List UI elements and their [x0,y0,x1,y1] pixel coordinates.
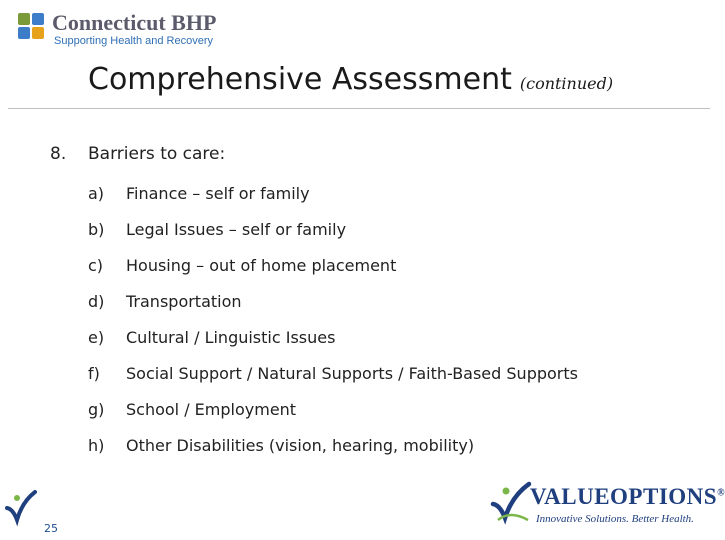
logo-tagline: Supporting Health and Recovery [54,35,213,47]
page-number: 25 [44,522,58,535]
list-item [88,398,578,434]
logo-name: Connecticut BHP [52,10,217,35]
list-item [88,326,578,362]
list-item-letter: e) [88,328,105,347]
list-item-text: Social Support / Natural Supports / Faith-Based Supports [126,364,578,383]
brand-name [530,484,725,510]
valueoptions-logo-icon [490,480,532,524]
list-item-letter: b) [88,220,105,239]
item-number: 8. [50,144,67,164]
valueoptions-logo [486,480,725,530]
list-item-text: Housing – out of home placement [126,256,397,275]
list-item-letter: a) [88,184,105,203]
list-item-text: Transportation [126,292,242,311]
list-item-text: Other Disabilities (vision, hearing, mobility) [126,436,475,455]
list-item [88,182,578,218]
title-divider [8,108,710,109]
list-item [88,254,578,290]
list-item-letter: c) [88,256,104,275]
slide-title [88,62,613,97]
valueoptions-checkmark-icon [4,488,38,528]
list-item-text: Cultural / Linguistic Issues [126,328,336,347]
list-item-letter: g) [88,400,105,419]
list-item [88,218,578,254]
list-item-text: Legal Issues – self or family [126,220,347,239]
list-item-text: School / Employment [126,400,297,419]
slide-title-suffix: (continued) [519,74,614,93]
list-item-letter: f) [88,364,100,383]
list-item-letter: h) [88,436,105,455]
logo-squares-icon [18,13,46,47]
list-item-text: Finance – self or family [126,184,310,203]
list-item [88,290,578,326]
brand-name-text: VALUEOPTIONS [530,484,718,509]
list-item [88,434,578,470]
connecticut-bhp-logo [14,10,244,50]
item-heading [50,144,225,164]
list-item-letter: d) [88,292,105,311]
brand-tagline: Innovative Solutions. Better Health. [536,513,694,525]
registered-mark: ® [717,487,725,499]
list-item [88,362,578,398]
barriers-list [88,182,578,470]
slide-title-main: Comprehensive Assessment [88,62,512,97]
item-heading-text: Barriers to care: [88,144,226,164]
